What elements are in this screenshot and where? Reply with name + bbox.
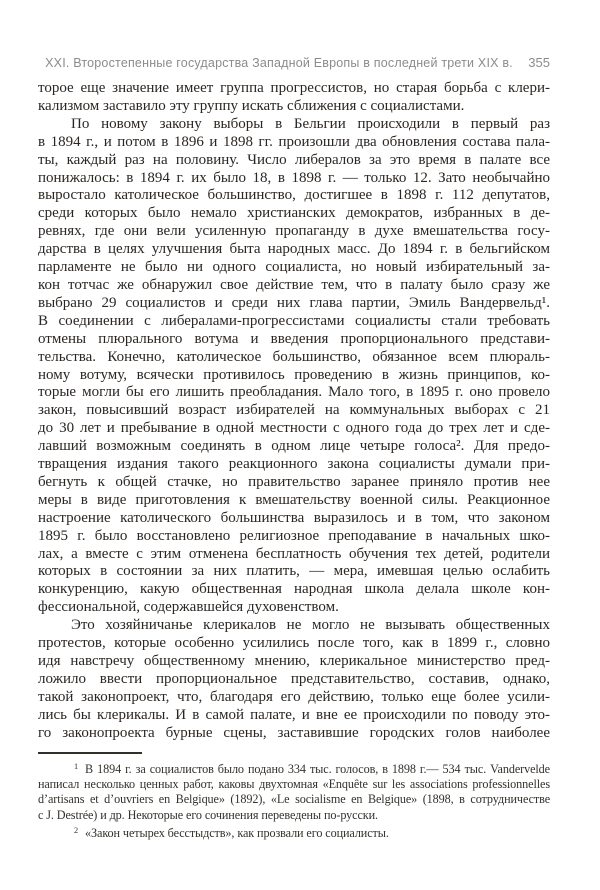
text-line: 1895 г. было восстановлено религиозное преподавание в начальных шко- [38,527,550,544]
text-line: меры в виде приготовления к вмешательству военной силы. Реакционное [38,491,550,508]
footnote-separator [38,752,142,754]
text-line: По новому закону выборы в Бельгии происходили в первый раз [71,115,550,132]
text-line: бегнуть к общей стачке, но правительство заранее приняло против нее [38,473,550,490]
text-line: ному вотуму, всячески противилось проведению в жизнь принципов, ко- [38,366,550,383]
text-line: среди которых было немало христианских демократов, избранных в де- [38,205,550,222]
text-line: лись бы клерикалы. И в самой палате, и вне ее происходили по поводу это- [38,706,550,723]
text-line: В соединении с либералами-прогрессистами социалисты стали требовать [38,312,550,329]
paragraph [38,617,550,742]
paragraph [38,116,550,617]
footnote-line: d’artisans et d’ouvriers en Belgique» (1892), «Le socialisme en Belgique» (1898, в сотрудничестве [38,792,550,807]
text-line: торое еще значение имеет группа прогрессистов, но старая борьба с клери- [38,80,550,96]
text-line: выростало католическое большинство, достигшее в 1898 г. 112 депутатов, [38,187,550,204]
text-line: лавший возможным соединять в одном лице четыре голоса². Для предо- [38,438,550,455]
text-line: кализмом заставило эту группу искать сближения с социалистами. [38,97,465,114]
paragraph [38,80,550,116]
footnote-marker: 1 [74,762,79,771]
text-line: выбрано 29 социалистов и среди них глава партии, Эмиль Вандервельд¹. [38,294,550,311]
text-line: настроение католического большинства выразилось и в том, что законом [38,509,550,526]
text-line: ты, каждый раз на половину. Число либералов за это время в палате все [38,151,550,168]
page-number: 355 [528,55,550,70]
text-line: Это хозяйничанье клерикалов не могло не вызывать общественных [71,617,550,634]
text-line: кон тотчас же обнаружил свое действие тем, что в палату было сразу же [38,276,550,293]
text-line: протестов, которые особенно усилились после того, как в 1899 г., словно [38,635,550,652]
text-line: фессиональной, содержавшейся духовенством. [38,599,339,616]
footnote-line: написал несколько ценных работ, каковы двухтомная «Enquête sur les associations professionnelles [38,777,550,792]
footnote-line: с J. Destrée) и др. Некоторые его сочинения переведены по-русски. [38,807,378,822]
text-line: парламенте не было ни одного социалиста, но новый избирательный за- [38,259,550,276]
text-line: торые могли бы его лишить преобладания. Мало того, в 1895 г. оно провело [38,384,550,401]
footnote [38,823,550,841]
text-line: дарства в целях улучшения быта народных масс. До 1894 г. в бельгийском [38,241,550,258]
text-line: ложило ввести пропорциональное представительство, составив, однако, [38,670,550,687]
running-head [38,55,550,71]
text-line: ревнях, где они вели усиленную пропаганду в духе вмешательства госу- [38,223,550,240]
text-line: лах, а вместе с этим отменена бесплатность обучения тех детей, родители [38,545,550,562]
text-line: твращения издания такого реакционного закона социалисты думали при- [38,456,550,473]
text-line: идя навстречу общественному мнению, клерикальное министерство пред- [38,653,550,669]
footnotes [38,759,550,841]
text-line: до 30 лет и пребывание в одной местности с одного года до трех лет и сде- [38,420,550,437]
footnote-marker: 2 [74,825,79,835]
footnote-line: $^2$ «Закон четырех бесстыдств», как прозвали его социалисты. [74,825,389,840]
body-text [38,80,550,743]
footnote-line: $^1$ В 1894 г. за социалистов было подано 334 тыс. голосов, в 1898 г.— 534 тыс. Vandervelde [74,762,550,776]
text-line: конкуренцию, какую общественная народная школа делала школе кон- [38,581,550,598]
footnote [38,759,550,823]
text-line: такой законопроект, что, благодаря его действию, только еще более усили- [38,688,550,705]
text-line: закон, повысивший возраст избирателей на коммунальных выборах с 21 [38,402,550,419]
text-line: тельства. Конечно, католическое большинство, обязанное всем плюраль- [38,348,550,365]
text-line: которых в состоянии за них платить, — мера, имевшая целью ослабить [38,563,550,580]
text-line: отмены плюрального вотума и введения пропорционального представи- [38,330,550,347]
text-line: го законопроекта бурные сцены, заставившие городских голов наиболее [38,724,550,741]
text-line: понижалось: в 1894 г. их было 18, в 1898 г. — только 12. Зато необычайно [38,169,550,186]
text-line: в 1894 г., и потом в 1896 и 1898 гг. произошли два обновления состава пала- [38,133,550,150]
chapter-header: XXI. Второстепенные государства Западной Европы в последней трети XIX в. [45,56,513,70]
